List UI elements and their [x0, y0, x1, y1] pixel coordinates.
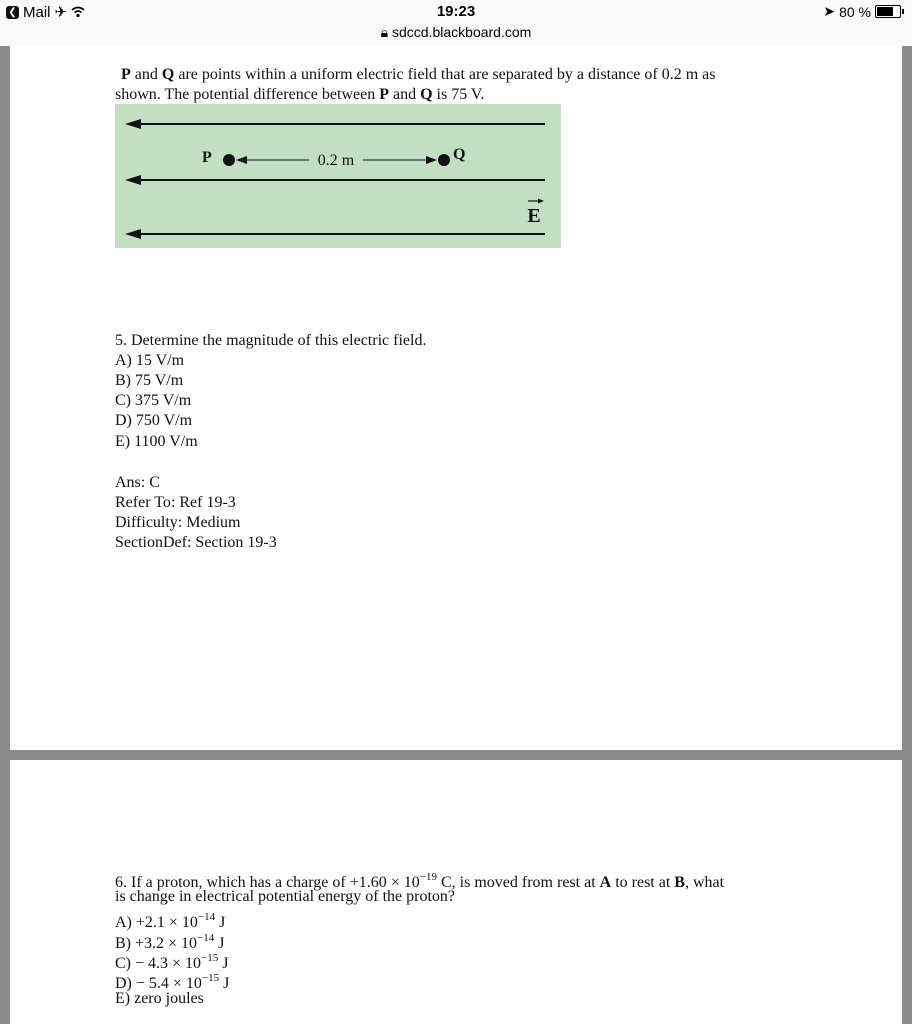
question-6-prompt-line-1: 6. If a proton, which has a charge of $+1.60 \times 10^{-19}$ C, is moved from rest at A to rest at B, what: [115, 871, 725, 891]
field-line-top: [125, 119, 545, 129]
q5-refer: Refer To: Ref 19-3: [115, 494, 236, 511]
field-line-bottom: [125, 229, 545, 239]
q6-option-d: $D) - 5.4 \times 10^{-15}$ J: [115, 972, 230, 992]
status-bar: [0, 0, 912, 46]
label-q: Q: [453, 146, 466, 163]
back-app-label: Mail: [23, 3, 51, 21]
distance-label: 0.2 m: [317, 152, 355, 169]
q5-section: SectionDef: Section 19-3: [115, 534, 277, 551]
q5-option-d: D) 750 V/m: [115, 412, 193, 429]
intro-line-2: shown. The potential difference between P and Q is 75 V.: [115, 86, 485, 103]
q5-difficulty: Difficulty: Medium: [115, 514, 241, 531]
url-text[interactable]: sdccd.blackboard.com: [392, 24, 532, 40]
q5-answer: Ans: C: [115, 474, 160, 491]
address-bar[interactable]: [0, 24, 912, 41]
point-p: [223, 154, 235, 166]
status-right: [823, 3, 904, 20]
field-line-middle: [125, 175, 545, 185]
q6-option-a: $A) +2.1 \times 10^{-14}$ J: [115, 911, 226, 931]
location-arrow-icon: ➤: [823, 3, 836, 19]
q5-option-a: A) 15 V/m: [115, 352, 185, 369]
point-q: [438, 154, 450, 166]
question-5-prompt: 5. Determine the magnitude of this electric field.: [115, 332, 427, 349]
battery-percent: 80 %: [839, 3, 871, 20]
electric-field-figure: [115, 104, 561, 248]
q6-option-b: $B) +3.2 \times 10^{-14}$ J: [115, 932, 225, 952]
back-arrow-icon: ❮: [6, 6, 19, 19]
q5-option-b: B) 75 V/m: [115, 372, 184, 389]
q6-option-e: E) zero joules: [115, 990, 204, 1007]
lock-icon: 🔒︎: [380, 24, 389, 40]
airplane-mode-icon: ✈: [54, 4, 68, 21]
svg-text:E: E: [527, 205, 541, 227]
q5-option-e: E) 1100 V/m: [115, 433, 198, 450]
question-6-prompt-line-2: is change in electrical potential energy of the proton?: [115, 888, 456, 905]
q6-option-c: $C) - 4.3 \times 10^{-15}$ J: [115, 952, 229, 972]
q5-option-c: C) 375 V/m: [115, 392, 192, 409]
battery-icon: [875, 5, 901, 18]
clock: 19:23: [436, 3, 476, 20]
field-vector-label: [527, 199, 544, 228]
intro-line-1: P and Q are points within a uniform electric field that are separated by a distance of 0.2 m as: [121, 66, 716, 83]
label-p: P: [202, 149, 212, 166]
